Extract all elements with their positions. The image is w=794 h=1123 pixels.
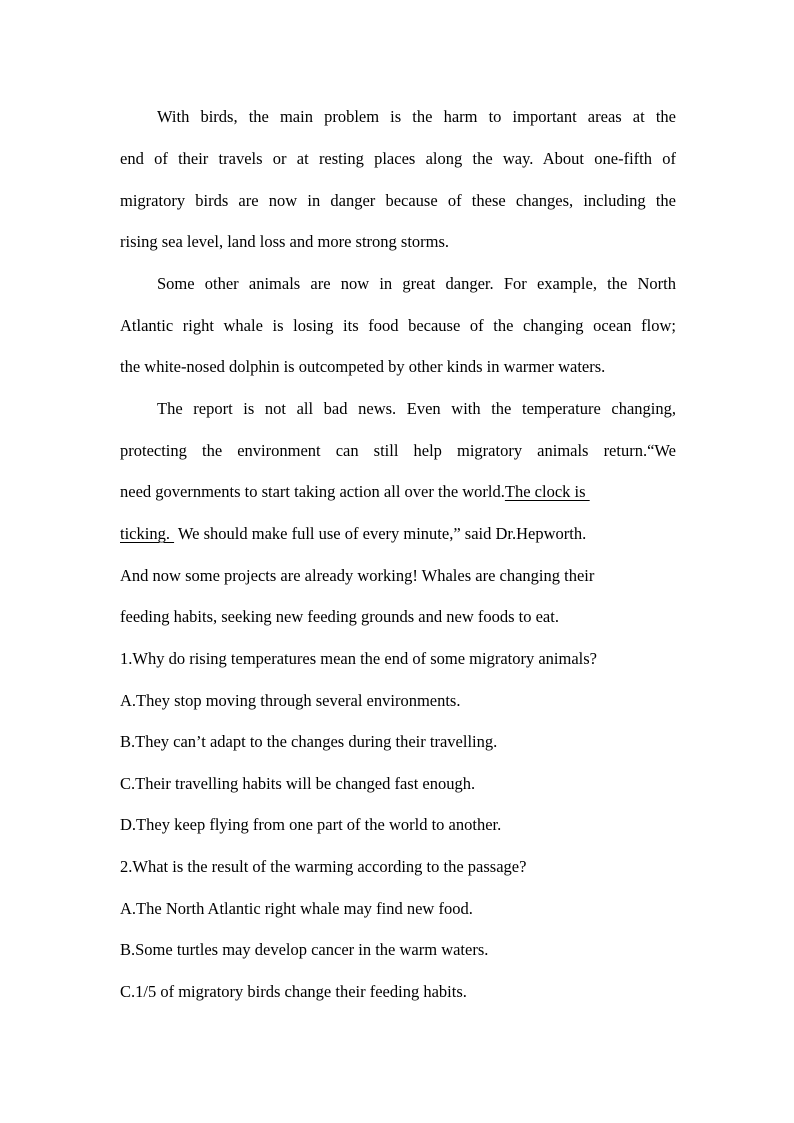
question-stem: 1.Why do rising temperatures mean the end of some migratory animals? xyxy=(120,649,597,668)
passage-text: We should make full use of every minute,” said Dr.Hepworth. xyxy=(174,524,587,543)
passage-line: migratory birds are now in danger because of these changes, including the xyxy=(120,191,676,210)
question-stem: 2.What is the result of the warming according to the passage? xyxy=(120,857,527,876)
underlined-phrase: The clock is xyxy=(504,482,590,501)
answer-option[interactable]: A.They stop moving through several environments. xyxy=(120,691,461,710)
underlined-phrase: ticking. xyxy=(120,524,175,543)
passage-line: With birds, the main problem is the harm to important areas at the xyxy=(157,107,676,126)
passage-line: end of their travels or at resting places along the way. About one-fifth of xyxy=(120,149,676,168)
answer-option[interactable]: C.Their travelling habits will be changed fast enough. xyxy=(120,774,476,793)
answer-option[interactable]: B.They can’t adapt to the changes during their travelling. xyxy=(120,732,498,751)
passage-line: Atlantic right whale is losing its food because of the changing ocean flow; xyxy=(120,316,676,335)
answer-option[interactable]: A.The North Atlantic right whale may find new food. xyxy=(120,899,473,918)
passage-line: rising sea level, land loss and more strong storms. xyxy=(120,232,450,251)
passage-line: the white-nosed dolphin is outcompeted by other kinds in warmer waters. xyxy=(120,357,606,376)
passage-line: feeding habits, seeking new feeding grounds and new foods to eat. xyxy=(120,607,559,626)
answer-option[interactable]: B.Some turtles may develop cancer in the warm waters. xyxy=(120,940,489,959)
answer-option[interactable]: D.They keep flying from one part of the world to another. xyxy=(120,815,502,834)
passage-line xyxy=(120,480,676,504)
answer-option[interactable]: C.1/5 of migratory birds change their feeding habits. xyxy=(120,982,467,1001)
passage-line: Some other animals are now in great danger. For example, the North xyxy=(157,274,676,293)
passage-line: The report is not all bad news. Even with the temperature changing, xyxy=(157,399,676,418)
passage-line: And now some projects are already working! Whales are changing their xyxy=(120,566,595,585)
passage-line: protecting the environment can still help migratory animals return.“We xyxy=(120,441,676,460)
passage-line xyxy=(120,522,676,546)
passage-text: need governments to start taking action all over the world. xyxy=(120,482,505,501)
